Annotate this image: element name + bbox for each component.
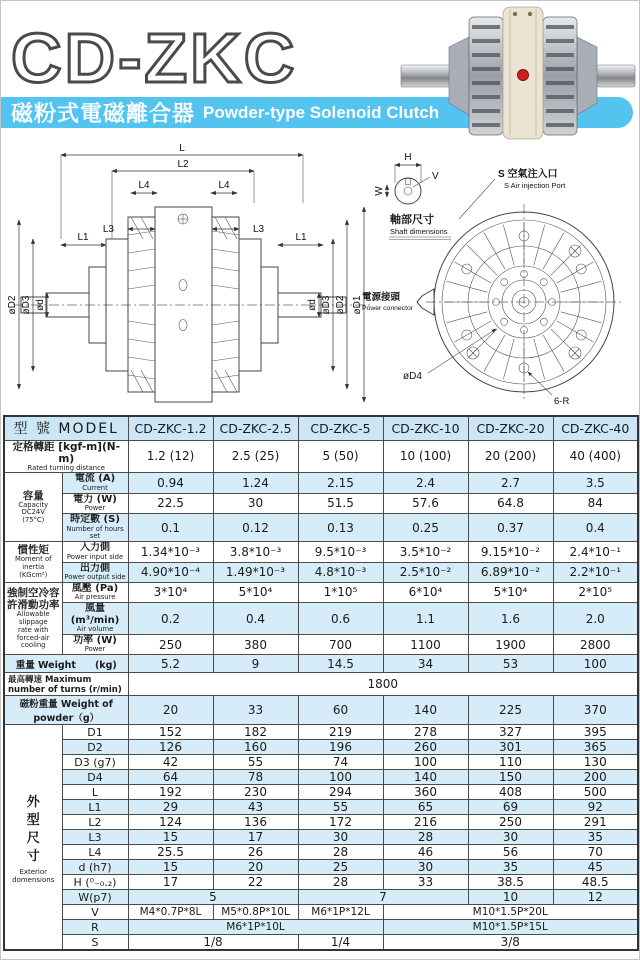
table-cell: 5*10⁴ [468, 582, 553, 602]
label-D1: øD1 [352, 295, 363, 315]
shaft-dims-en: Shaft dimensions [390, 227, 448, 236]
table-cell: 395 [553, 725, 638, 740]
label-L4-right: L4 [218, 180, 230, 191]
table-row [4, 875, 638, 890]
table-row [4, 634, 638, 654]
table-cell: L4 [62, 845, 128, 860]
table-cell: 1.1 [383, 603, 468, 635]
table-cell: 35 [468, 860, 553, 875]
table-cell: 130 [553, 755, 638, 770]
label-L: L [179, 143, 185, 154]
table-cell: 152 [128, 725, 213, 740]
table-cell: 20 [128, 696, 213, 725]
table-cell: 65 [383, 800, 468, 815]
table-cell: 51.5 [298, 493, 383, 513]
table-cell: 電流 (A) Current [62, 473, 128, 493]
table-cell: 功率 (W) Power [62, 634, 128, 654]
table-row [4, 673, 638, 696]
table-row [4, 416, 638, 440]
table-cell: 1.2 (12) [128, 440, 213, 473]
label-L1-right: L1 [295, 232, 307, 243]
horizontal-dimensions [61, 143, 323, 245]
label-V: V [432, 171, 439, 182]
cross-section-diagram [7, 143, 373, 402]
table-cell: 28 [383, 830, 468, 845]
table-cell: 0.4 [553, 514, 638, 542]
column-header: CD-ZKC-20 [468, 416, 553, 440]
label-L2: L2 [177, 159, 189, 170]
table-cell: 2.2*10⁻¹ [553, 562, 638, 582]
table-row [4, 770, 638, 785]
table-cell: H (⁰₋₀.₂) [62, 875, 128, 890]
table-cell: 48.5 [553, 875, 638, 890]
table-cell: 294 [298, 785, 383, 800]
table-cell: 容量 Capacity DC24V (75°C) [4, 473, 62, 542]
table-cell: 磁粉重量 Weight of powder（g） [4, 696, 128, 725]
screw-dot [513, 12, 517, 16]
table-row [4, 755, 638, 770]
table-cell: 40 (400) [553, 440, 638, 473]
table-cell: 時定數 (S) Number of hours set [62, 514, 128, 542]
table-cell: 10 [468, 890, 553, 905]
table-cell: 0.37 [468, 514, 553, 542]
table-cell: 55 [298, 800, 383, 815]
rotor-fins [128, 217, 239, 392]
label-L4-left: L4 [138, 180, 150, 191]
table-cell: 14.5 [298, 655, 383, 673]
power-connector-zh: 電源接頭 [362, 292, 401, 303]
table-cell: 0.94 [128, 473, 213, 493]
label-d-right: ød [307, 299, 318, 311]
table-cell: 1.6 [468, 603, 553, 635]
table-row [4, 920, 638, 935]
table-cell: 278 [383, 725, 468, 740]
red-dot [518, 70, 529, 81]
table-cell: 30 [383, 860, 468, 875]
table-cell: 1900 [468, 634, 553, 654]
table-cell: 84 [553, 493, 638, 513]
table-cell: 12 [553, 890, 638, 905]
table-cell: 60 [298, 696, 383, 725]
table-cell: 136 [213, 815, 298, 830]
column-header: CD-ZKC-5 [298, 416, 383, 440]
table-cell: 35 [553, 830, 638, 845]
table-row [4, 582, 638, 602]
table-cell: 182 [213, 725, 298, 740]
column-header: 型 號 MODEL [4, 416, 128, 440]
table-cell: 196 [298, 740, 383, 755]
table-cell: 30 [468, 830, 553, 845]
table-cell: 380 [213, 634, 298, 654]
left-fin-disc [469, 17, 503, 135]
table-row [4, 514, 638, 542]
left-shaft [401, 65, 451, 87]
table-cell: 301 [468, 740, 553, 755]
table-cell: 4.8*10⁻³ [298, 562, 383, 582]
table-cell: 重量 Weight (kg) [4, 655, 128, 673]
table-cell: 124 [128, 815, 213, 830]
table-cell: 1/8 [128, 935, 298, 951]
table-row [4, 890, 638, 905]
table-cell: 2.15 [298, 473, 383, 493]
table-cell: 33 [213, 696, 298, 725]
shaft-dims-zh: 軸部尺寸 [390, 214, 434, 226]
table-cell: 2.4*10⁻¹ [553, 542, 638, 562]
table-cell: L2 [62, 815, 128, 830]
table-cell: 140 [383, 696, 468, 725]
table-cell: 17 [213, 830, 298, 845]
table-cell: 46 [383, 845, 468, 860]
table-cell: 1*10⁵ [298, 582, 383, 602]
shaft-detail-diagram [374, 152, 451, 240]
table-cell: 6.89*10⁻² [468, 562, 553, 582]
table-cell: 2.4 [383, 473, 468, 493]
label-D3-left: øD3 [21, 295, 32, 315]
table-cell: 20 (200) [468, 440, 553, 473]
table-cell: 225 [468, 696, 553, 725]
table-cell: 2.5*10⁻² [383, 562, 468, 582]
table-cell: 70 [553, 845, 638, 860]
table-cell: V [62, 905, 128, 920]
table-row [4, 800, 638, 815]
table-cell: 電力 (W) Power [62, 493, 128, 513]
clutch-photo-illustration [399, 3, 637, 143]
table-cell: 230 [213, 785, 298, 800]
table-cell: 22 [213, 875, 298, 890]
table-cell: 3*10⁴ [128, 582, 213, 602]
table-cell: 160 [213, 740, 298, 755]
table-row [4, 542, 638, 562]
table-cell: 25 [298, 860, 383, 875]
table-cell: D2 [62, 740, 128, 755]
table-cell: 9 [213, 655, 298, 673]
right-fin-disc [543, 17, 577, 135]
table-cell: 69 [468, 800, 553, 815]
table-cell: 38.5 [468, 875, 553, 890]
table-row [4, 440, 638, 473]
table-cell: 3.5 [553, 473, 638, 493]
table-cell: L1 [62, 800, 128, 815]
air-port-zh: S 空氣注入口 [498, 169, 558, 180]
table-cell: 700 [298, 634, 383, 654]
spec-table [3, 415, 639, 951]
table-cell: 1.24 [213, 473, 298, 493]
right-hub [577, 37, 597, 115]
table-cell: M10*1.5P*20L [383, 905, 638, 920]
table-row [4, 785, 638, 800]
table-row [4, 935, 638, 951]
table-cell: 74 [298, 755, 383, 770]
label-D4: øD4 [403, 371, 422, 382]
label-H: H [404, 152, 412, 163]
diagram-section [1, 139, 640, 411]
table-cell: 43 [213, 800, 298, 815]
table-cell: 55 [213, 755, 298, 770]
table-cell: S [62, 935, 128, 951]
table-row [4, 603, 638, 635]
label-L3-left: L3 [102, 224, 114, 235]
label-6R: 6-R [554, 396, 570, 407]
table-cell: D3 (g7) [62, 755, 128, 770]
table-row [4, 473, 638, 493]
label-D3-right: øD3 [321, 295, 332, 315]
label-W: W [374, 186, 385, 196]
screw-dot [528, 12, 532, 16]
table-row [4, 725, 638, 740]
table-cell: 327 [468, 725, 553, 740]
table-row [4, 830, 638, 845]
diameter-dimensions [7, 207, 364, 402]
table-cell: 365 [553, 740, 638, 755]
left-hub [449, 37, 469, 115]
table-row [4, 696, 638, 725]
table-cell: 56 [468, 845, 553, 860]
table-cell: 風量 (m³/min) Air volume [62, 603, 128, 635]
table-cell: 100 [553, 655, 638, 673]
right-shaft [597, 65, 635, 87]
table-cell: 110 [468, 755, 553, 770]
table-cell: 2800 [553, 634, 638, 654]
table-cell: L3 [62, 830, 128, 845]
table-cell: 92 [553, 800, 638, 815]
table-row [4, 905, 638, 920]
table-row [4, 845, 638, 860]
table-cell: W(p7) [62, 890, 128, 905]
table-cell: 100 [298, 770, 383, 785]
table-cell: 26 [213, 845, 298, 860]
table-cell: 53 [468, 655, 553, 673]
table-cell: 9.15*10⁻² [468, 542, 553, 562]
table-cell: 260 [383, 740, 468, 755]
table-cell: 64.8 [468, 493, 553, 513]
table-cell: 28 [298, 845, 383, 860]
table-cell: R [62, 920, 128, 935]
table-cell: 45 [553, 860, 638, 875]
table-cell: 0.4 [213, 603, 298, 635]
table-row [4, 860, 638, 875]
table-cell: 出力側 Power output side [62, 562, 128, 582]
table-cell: 3.5*10⁻² [383, 542, 468, 562]
table-cell: 250 [128, 634, 213, 654]
table-cell: 1.34*10⁻³ [128, 542, 213, 562]
table-cell: 入力側 Power input side [62, 542, 128, 562]
table-cell: 1/4 [298, 935, 383, 951]
label-D2-left: øD2 [7, 295, 18, 315]
table-row [4, 815, 638, 830]
page-title: CD-ZKC [11, 19, 298, 97]
front-view-diagram [362, 167, 622, 407]
table-cell: 140 [383, 770, 468, 785]
table-cell: 9.5*10⁻³ [298, 542, 383, 562]
table-cell: 定格轉距 [kgf-m](N-m) Rated turning distance [4, 440, 128, 473]
table-cell: 0.13 [298, 514, 383, 542]
table-cell: 408 [468, 785, 553, 800]
table-cell: M6*1P*10L [128, 920, 383, 935]
table-cell: 200 [553, 770, 638, 785]
table-cell: 3.8*10⁻³ [213, 542, 298, 562]
table-cell: 22.5 [128, 493, 213, 513]
table-cell: 216 [383, 815, 468, 830]
table-cell: 10 (100) [383, 440, 468, 473]
table-cell: 1100 [383, 634, 468, 654]
table-cell: 219 [298, 725, 383, 740]
label-d-left: ød [35, 299, 46, 311]
table-cell: 5.2 [128, 655, 213, 673]
column-header: CD-ZKC-2.5 [213, 416, 298, 440]
product-photo [399, 3, 637, 143]
table-cell: 20 [213, 860, 298, 875]
table-cell: 100 [383, 755, 468, 770]
table-cell: M5*0.8P*10L [213, 905, 298, 920]
table-cell: 15 [128, 830, 213, 845]
table-row [4, 493, 638, 513]
column-header: CD-ZKC-1.2 [128, 416, 213, 440]
label-D2-right: øD2 [335, 295, 346, 315]
table-cell: 17 [128, 875, 213, 890]
table-cell: 28 [298, 875, 383, 890]
table-cell: 強制空冷容 許滑動功率 Allowable slippage rate with forced-air cooling [4, 582, 62, 654]
table-cell: 2.0 [553, 603, 638, 635]
technical-drawings [1, 139, 640, 411]
air-port-en: S Air injection Port [504, 181, 566, 190]
table-cell: 5*10⁴ [213, 582, 298, 602]
subtitle-english: Powder-type Solenoid Clutch [203, 102, 440, 122]
table-cell: d (h7) [62, 860, 128, 875]
column-header: CD-ZKC-40 [553, 416, 638, 440]
table-row [4, 740, 638, 755]
table-cell: 1800 [128, 673, 638, 696]
spec-table-body [4, 416, 638, 950]
table-cell: 0.1 [128, 514, 213, 542]
table-cell: 2.7 [468, 473, 553, 493]
table-cell: 2*10⁵ [553, 582, 638, 602]
table-cell: 250 [468, 815, 553, 830]
table-cell: 3/8 [383, 935, 638, 951]
table-cell: 5 (50) [298, 440, 383, 473]
label-L1-left: L1 [77, 232, 89, 243]
table-cell: 0.2 [128, 603, 213, 635]
table-cell: 0.25 [383, 514, 468, 542]
table-cell: 291 [553, 815, 638, 830]
table-cell: 360 [383, 785, 468, 800]
table-cell: 5 [128, 890, 298, 905]
table-cell: L [62, 785, 128, 800]
table-cell: 64 [128, 770, 213, 785]
table-cell: 25.5 [128, 845, 213, 860]
table-cell: 7 [298, 890, 468, 905]
table-cell: 0.12 [213, 514, 298, 542]
table-cell: 風壓 (Pa) Air pressure [62, 582, 128, 602]
table-cell: 外 型 尺 寸 Exterior domensions [4, 725, 62, 951]
table-cell: 78 [213, 770, 298, 785]
power-connector-en: Power connector [362, 305, 414, 312]
table-cell: 29 [128, 800, 213, 815]
table-row [4, 562, 638, 582]
table-cell: 0.6 [298, 603, 383, 635]
table-cell: 126 [128, 740, 213, 755]
table-cell: 33 [383, 875, 468, 890]
table-cell: 172 [298, 815, 383, 830]
table-cell: D1 [62, 725, 128, 740]
table-row [4, 655, 638, 673]
table-cell: D4 [62, 770, 128, 785]
table-cell: 42 [128, 755, 213, 770]
table-cell: M6*1P*12L [298, 905, 383, 920]
table-cell: 192 [128, 785, 213, 800]
label-L3-right: L3 [253, 224, 265, 235]
table-cell: 4.90*10⁻⁴ [128, 562, 213, 582]
table-cell: 370 [553, 696, 638, 725]
table-cell: 500 [553, 785, 638, 800]
table-cell: 最高轉速 Maximum number of turns (r/min) [4, 673, 128, 696]
table-cell: 57.6 [383, 493, 468, 513]
table-cell: 1.49*10⁻³ [213, 562, 298, 582]
subtitle-chinese: 磁粉式電磁離合器 [11, 101, 196, 126]
table-cell: 慣性矩 Moment of inertia (KGcm²) [4, 542, 62, 583]
table-cell: 6*10⁴ [383, 582, 468, 602]
table-cell: M10*1.5P*15L [383, 920, 638, 935]
table-cell: 34 [383, 655, 468, 673]
table-cell: 30 [213, 493, 298, 513]
table-cell: 15 [128, 860, 213, 875]
table-cell: M4*0.7P*8L [128, 905, 213, 920]
column-header: CD-ZKC-10 [383, 416, 468, 440]
table-cell: 150 [468, 770, 553, 785]
table-cell: 30 [298, 830, 383, 845]
table-cell: 2.5 (25) [213, 440, 298, 473]
